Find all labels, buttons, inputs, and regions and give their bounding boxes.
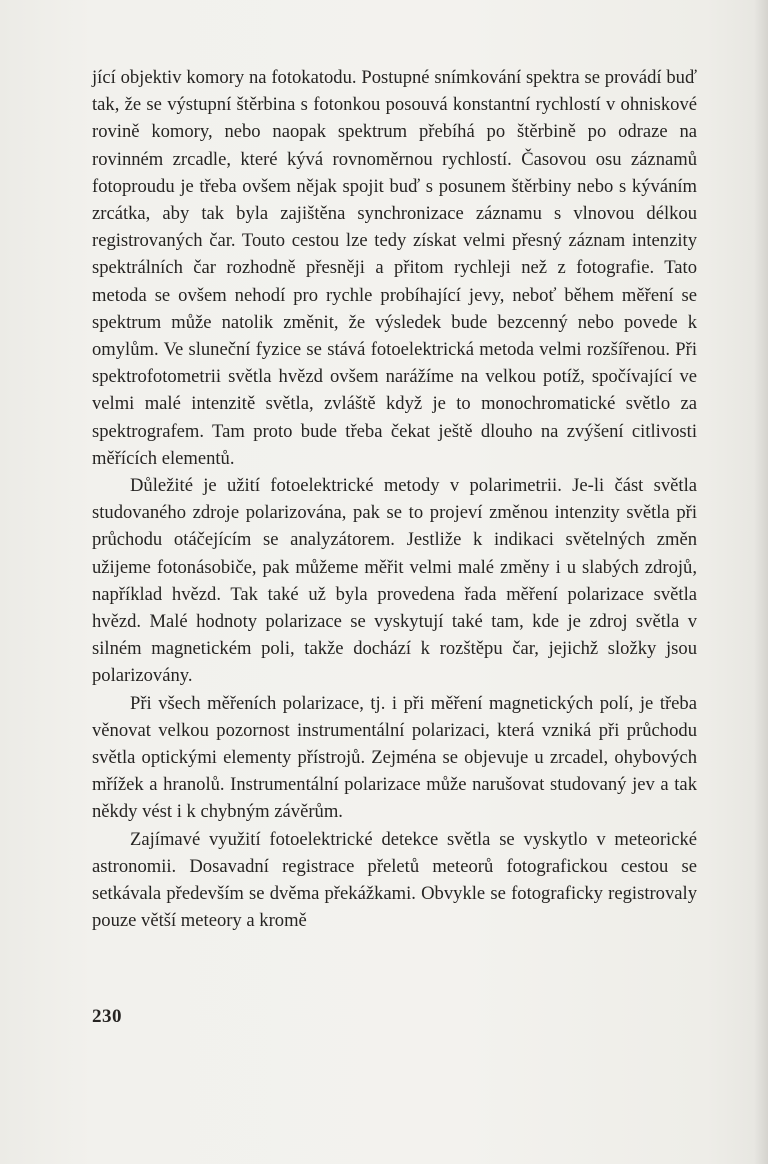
page-number: 230: [92, 1006, 122, 1027]
paragraph-2: Důležité je užití fotoelektrické metody v polarimetrii. Je-li část světla studovaného zdroje polarizována, pak se to projeví změnou intenzity světla při průchodu otáčejícím se analyzátorem. Jestliže k indikaci světelných změn užijeme fotonásobiče, pak můžeme měřit velmi malé změny i u slabých zdrojů, například hvězd. Tak také už byla provedena řada měření polarizace světla hvězd. Malé hodnoty polarizace se vyskytují také tam, kde je zdroj světla v silném magnetickém poli, takže dochází k rozštěpu čar, jejichž složky jsou polarizovány.: [92, 475, 697, 687]
body-text: [92, 64, 697, 935]
page-edge-shadow: [754, 0, 768, 1164]
paragraph-1: jící objektiv komory na fotokatodu. Postupné snímkování spektra se provádí buď tak, že se výstupní štěrbina s fotonkou posouvá konstantní rychlostí v ohniskové rovině komory, nebo naopak spektrum přebíhá po štěrbině po odraze na rovinném zrcadle, které kývá rovnoměrnou rychlostí. Časovou osu záznamů fotoproudu je třeba ovšem nějak spojit buď s posunem štěrbiny nebo s kýváním zrcátka, aby tak byla zajištěna synchronizace záznamu s vlnovou délkou registrovaných čar. Touto cestou lze tedy získat velmi přesný záznam intenzity spektrálních čar rozhodně přesněji a přitom rychleji než z fotografie. Tato metoda se ovšem nehodí pro rychle probíhající jevy, neboť během měření se spektrum může natolik změnit, že výsledek bude bezcenný nebo povede k omylům. Ve sluneční fyzice se stává fotoelektrická metoda velmi rozšířenou. Při spektrofotometrii světla hvězd ovšem narážíme na velkou potíž, spočívající ve velmi malé intenzitě světla, zvláště když je to monochromatické světlo za spektrografem. Tam proto bude třeba čekat ještě dlouho na zvýšení citlivosti měřících elementů.: [92, 67, 697, 469]
paragraph-3: Při všech měřeních polarizace, tj. i při měření magnetických polí, je třeba věnovat velkou pozornost instrumentální polarizaci, která vzniká při průchodu světla optickými elementy přístrojů. Zejména se objevuje u zrcadel, ohybových mřížek a hranolů. Instrumentální polarizace může narušovat studovaný jev a tak někdy vést i k chybným závěrům.: [92, 692, 697, 823]
paragraph-4: Zajímavé využití fotoelektrické detekce světla se vyskytlo v meteorické astronomii. Dosavadní registrace přeletů meteorů fotografickou cestou se setkávala především se dvěma překážkami. Obvykle se fotograficky registrovaly pouze větší meteory a kromě: [92, 828, 697, 932]
